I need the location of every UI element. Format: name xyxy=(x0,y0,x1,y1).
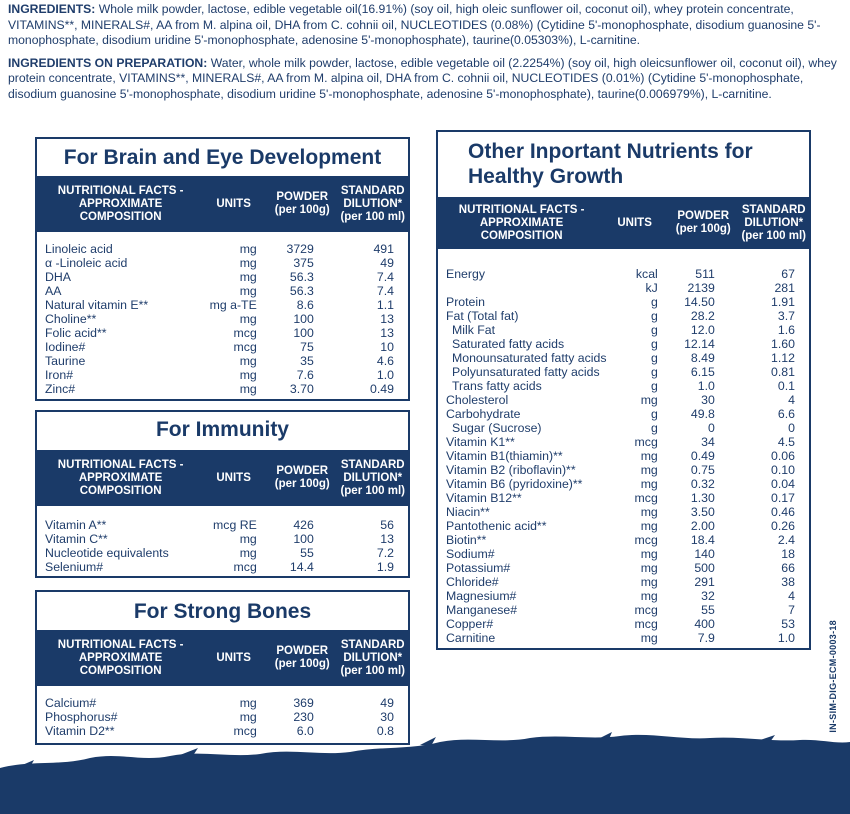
powder-value: 511 xyxy=(695,267,715,281)
nutrient-name: Iron# xyxy=(45,368,74,382)
brain-table-header xyxy=(37,176,408,232)
table-row xyxy=(446,323,799,337)
table-row xyxy=(45,270,398,284)
nutrient-name: Chloride# xyxy=(446,575,499,589)
nutrient-name: Carbohydrate xyxy=(446,407,521,421)
powder-value: 369 xyxy=(293,696,314,710)
table-row xyxy=(45,298,398,312)
ingredients-prep-text: Water, whole milk powder, lactose, edible vegetable oil (2.2254%) (soy oil, high oleicsunflower oil, coconut oil), whey protein concentrate, VITAMINS**, MINERALS#, AA from M. alpina oil, DHA from C. cohnii oil, NUCLEOTIDES (0.01%) (Cytidine 5'-monophosphate, disodium guanosine 5'-monophosphate, disodium uridine 5'-monophosphate, adenosine 5'-monophosphate), taurine(0.006979%), L-carnitine. xyxy=(8,55,837,101)
table-row xyxy=(446,617,799,631)
nutrient-name: Sugar (Sucrose) xyxy=(452,421,542,435)
table-row xyxy=(446,267,799,281)
nutrient-unit: g xyxy=(650,295,658,309)
header-dilution: STANDARD DILUTION* (per 100 ml) xyxy=(340,184,405,223)
dilution-value: 4.6 xyxy=(376,354,394,368)
nutrient-unit: g xyxy=(650,309,658,323)
nutrient-name: Vitamin B2 (riboflavin)** xyxy=(446,463,576,477)
brain-panel xyxy=(35,137,410,401)
header-dilution: STANDARD DILUTION* (per 100 ml) xyxy=(340,458,405,497)
table-row xyxy=(446,603,799,617)
nutrient-unit: mg xyxy=(640,477,658,491)
ingredients-text: Whole milk powder, lactose, edible vegetable oil(16.91%) (soy oil, high oleic sunflower oil, coconut oil), whey protein concentrate, VITAMINS**, MINERALS#, AA from M. alpina oil, DHA from C. cohnii oil, NUCLEOTIDES (0.08%) (Cytidine 5'-monophosphate, disodium guanosine 5'-monophosphate, disodium uridine 5'-monophosphate, adenosine 5'-monophosphate), taurine(0.05303%), L-carnitine. xyxy=(8,2,821,47)
nutrient-name: Natural vitamin E** xyxy=(45,298,149,312)
powder-value: 230 xyxy=(293,710,314,724)
powder-value: 49.8 xyxy=(690,407,715,421)
document-code: IN-SIM-DIG-ECM-0003-18 xyxy=(828,620,838,733)
header-units: UNITS xyxy=(617,216,652,229)
nutrient-unit: mcg xyxy=(634,491,658,505)
header-powder: POWDER (per 100g) xyxy=(274,645,330,670)
immunity-rows xyxy=(37,506,408,580)
dilution-value: 18 xyxy=(781,547,795,561)
immunity-title: For Immunity xyxy=(155,418,289,441)
powder-value: 0 xyxy=(708,421,715,435)
nutrient-unit: mg xyxy=(640,575,658,589)
nutrient-unit: g xyxy=(650,365,658,379)
table-row xyxy=(446,435,799,449)
powder-value: 56.3 xyxy=(289,270,314,284)
table-row xyxy=(446,589,799,603)
table-row xyxy=(45,696,398,710)
powder-value: 291 xyxy=(694,575,715,589)
dilution-value: 0.49 xyxy=(370,382,394,396)
nutrient-unit: mg xyxy=(239,532,257,546)
nutrient-unit: mg xyxy=(640,547,658,561)
powder-value: 56.3 xyxy=(289,284,314,298)
dilution-value: 49 xyxy=(380,696,394,710)
powder-value: 12.0 xyxy=(690,323,715,337)
nutrient-unit: g xyxy=(650,337,658,351)
brain-title: For Brain and Eye Development xyxy=(63,146,382,169)
table-row xyxy=(446,365,799,379)
nutrient-name: Phosphorus# xyxy=(45,710,118,724)
dilution-value: 66 xyxy=(781,561,795,575)
powder-value: 7.6 xyxy=(296,368,314,382)
nutrient-unit: mg xyxy=(239,242,257,256)
nutrient-name: Niacin** xyxy=(446,505,490,519)
ingredients-label: INGREDIENTS: xyxy=(8,2,96,16)
table-row xyxy=(446,477,799,491)
brush-stroke-footer xyxy=(0,728,850,814)
ingredients-prep-paragraph xyxy=(8,56,838,103)
table-row xyxy=(446,561,799,575)
nutrient-unit: mg xyxy=(239,546,257,560)
header-composition: NUTRITIONAL FACTS - APPROXIMATE COMPOSITION xyxy=(57,458,184,497)
nutrient-name: Iodine# xyxy=(45,340,86,354)
nutrient-unit: mg xyxy=(239,270,257,284)
dilution-value: 13 xyxy=(380,532,394,546)
table-row xyxy=(446,533,799,547)
nutrient-name: Linoleic acid xyxy=(45,242,113,256)
dilution-value: 0.8 xyxy=(376,724,394,738)
dilution-value: 2.4 xyxy=(777,533,795,547)
table-row xyxy=(45,326,398,340)
immunity-table-header xyxy=(37,450,408,506)
powder-value: 1.0 xyxy=(697,379,715,393)
header-powder: POWDER (per 100g) xyxy=(274,465,330,490)
nutrient-unit: mg xyxy=(640,631,658,645)
table-row xyxy=(45,518,398,532)
header-composition: NUTRITIONAL FACTS - APPROXIMATE COMPOSITION xyxy=(57,184,184,223)
nutrient-unit: mg xyxy=(640,519,658,533)
nutrient-unit: mcg xyxy=(634,617,658,631)
ingredients-prep-label: INGREDIENTS ON PREPARATION: xyxy=(8,55,208,70)
dilution-value: 4 xyxy=(788,589,795,603)
table-row xyxy=(446,379,799,393)
table-row xyxy=(446,631,799,645)
nutrient-name: Vitamin B6 (pyridoxine)** xyxy=(446,477,583,491)
table-row xyxy=(446,519,799,533)
bones-title: For Strong Bones xyxy=(133,600,312,623)
table-row xyxy=(45,312,398,326)
dilution-value: 281 xyxy=(774,281,795,295)
dilution-value: 7.4 xyxy=(376,270,394,284)
table-row xyxy=(446,351,799,365)
powder-value: 75 xyxy=(300,340,314,354)
nutrient-name: Cholesterol xyxy=(446,393,509,407)
dilution-value: 4 xyxy=(788,393,795,407)
other-panel xyxy=(436,130,811,650)
table-row xyxy=(446,463,799,477)
dilution-value: 0.10 xyxy=(771,463,795,477)
powder-value: 7.9 xyxy=(697,631,715,645)
table-row xyxy=(446,295,799,309)
powder-value: 8.6 xyxy=(296,298,314,312)
bones-panel xyxy=(35,590,410,745)
powder-value: 18.4 xyxy=(690,533,715,547)
dilution-value: 53 xyxy=(781,617,795,631)
table-row xyxy=(446,575,799,589)
nutrient-name: Folic acid** xyxy=(45,326,107,340)
dilution-value: 0.17 xyxy=(771,491,795,505)
dilution-value: 1.91 xyxy=(771,295,795,309)
header-dilution: STANDARD DILUTION* (per 100 ml) xyxy=(340,638,405,677)
table-row xyxy=(446,421,799,435)
nutrient-unit: mg xyxy=(640,463,658,477)
table-row xyxy=(446,281,799,295)
nutrient-name: Vitamin A** xyxy=(45,518,107,532)
table-row xyxy=(45,382,398,396)
bones-table-header xyxy=(37,630,408,686)
other-rows xyxy=(438,249,809,651)
dilution-value: 1.1 xyxy=(376,298,394,312)
header-powder: POWDER (per 100g) xyxy=(274,191,330,216)
header-units: UNITS xyxy=(216,197,251,210)
powder-value: 14.50 xyxy=(684,295,715,309)
nutrient-unit: mg xyxy=(239,368,257,382)
powder-value: 2139 xyxy=(687,281,715,295)
dilution-value: 1.12 xyxy=(771,351,795,365)
dilution-value: 4.5 xyxy=(777,435,795,449)
nutrient-name: Choline** xyxy=(45,312,97,326)
powder-value: 3.50 xyxy=(690,505,715,519)
dilution-value: 0.26 xyxy=(771,519,795,533)
powder-value: 35 xyxy=(300,354,314,368)
header-units: UNITS xyxy=(216,471,251,484)
table-row xyxy=(45,546,398,560)
nutrient-name: α -Linoleic acid xyxy=(45,256,128,270)
ingredients-paragraph xyxy=(8,2,838,49)
dilution-value: 38 xyxy=(781,575,795,589)
nutrient-unit: mcg xyxy=(233,340,257,354)
nutrient-unit: mg xyxy=(239,256,257,270)
table-row xyxy=(45,284,398,298)
powder-value: 6.0 xyxy=(296,724,314,738)
dilution-value: 13 xyxy=(380,326,394,340)
dilution-value: 491 xyxy=(373,242,394,256)
nutrient-name: Protein xyxy=(446,295,485,309)
nutrient-unit: mg xyxy=(640,589,658,603)
dilution-value: 7.4 xyxy=(376,284,394,298)
nutrient-name: Polyunsaturated fatty acids xyxy=(452,365,600,379)
nutrient-name: Pantothenic acid** xyxy=(446,519,547,533)
dilution-value: 7 xyxy=(788,603,795,617)
powder-value: 100 xyxy=(293,532,314,546)
dilution-value: 1.60 xyxy=(771,337,795,351)
nutrient-unit: mg xyxy=(640,561,658,575)
table-row xyxy=(45,532,398,546)
nutrient-name: Carnitine xyxy=(446,631,496,645)
nutrient-unit: mg xyxy=(239,284,257,298)
powder-value: 0.49 xyxy=(690,449,715,463)
dilution-value: 13 xyxy=(380,312,394,326)
nutrient-name: Potassium# xyxy=(446,561,511,575)
header-powder: POWDER (per 100g) xyxy=(675,210,731,235)
dilution-value: 6.6 xyxy=(777,407,795,421)
nutrient-name: Sodium# xyxy=(446,547,495,561)
nutrient-name: Nucleotide equivalents xyxy=(45,546,169,560)
powder-value: 400 xyxy=(694,617,715,631)
powder-value: 1.30 xyxy=(690,491,715,505)
nutrient-unit: mcg xyxy=(634,533,658,547)
dilution-value: 30 xyxy=(380,710,394,724)
nutrient-unit: mcg xyxy=(634,435,658,449)
table-row xyxy=(45,710,398,724)
powder-value: 0.32 xyxy=(690,477,715,491)
table-row xyxy=(45,340,398,354)
nutrient-unit: mg xyxy=(239,312,257,326)
nutrient-unit: mg xyxy=(239,710,257,724)
table-row xyxy=(446,547,799,561)
header-composition: NUTRITIONAL FACTS - APPROXIMATE COMPOSITION xyxy=(458,203,585,242)
dilution-value: 1.0 xyxy=(376,368,394,382)
nutrient-name: Trans fatty acids xyxy=(452,379,542,393)
nutrient-unit: mg xyxy=(239,696,257,710)
nutrient-name: Selenium# xyxy=(45,560,104,574)
nutrient-name: Vitamin D2** xyxy=(45,724,115,738)
other-title: Other Inportant Nutrients for Healthy Growth xyxy=(468,140,753,188)
ingredients-block xyxy=(8,2,838,109)
nutrient-unit: mg xyxy=(640,449,658,463)
powder-value: 426 xyxy=(293,518,314,532)
table-row xyxy=(45,560,398,574)
nutrient-unit: g xyxy=(650,351,658,365)
table-row xyxy=(446,309,799,323)
powder-value: 100 xyxy=(293,312,314,326)
dilution-value: 0.04 xyxy=(771,477,795,491)
dilution-value: 1.0 xyxy=(777,631,795,645)
table-row xyxy=(446,393,799,407)
table-row xyxy=(45,354,398,368)
powder-value: 8.49 xyxy=(690,351,715,365)
nutrient-name: AA xyxy=(45,284,62,298)
table-row xyxy=(446,491,799,505)
powder-value: 14.4 xyxy=(289,560,314,574)
powder-value: 32 xyxy=(701,589,715,603)
nutrient-unit: mg xyxy=(640,505,658,519)
nutrient-unit: g xyxy=(650,421,658,435)
powder-value: 28.2 xyxy=(690,309,715,323)
dilution-value: 1.6 xyxy=(777,323,795,337)
immunity-panel xyxy=(35,410,410,578)
table-row xyxy=(446,449,799,463)
nutrient-unit: g xyxy=(650,379,658,393)
powder-value: 30 xyxy=(701,393,715,407)
table-row xyxy=(446,337,799,351)
nutrient-name: Energy xyxy=(446,267,485,281)
nutrient-name: Saturated fatty acids xyxy=(452,337,565,351)
powder-value: 0.75 xyxy=(690,463,715,477)
table-row xyxy=(45,368,398,382)
powder-value: 6.15 xyxy=(690,365,715,379)
other-table-header xyxy=(438,197,809,249)
nutrient-unit: kJ xyxy=(645,281,658,295)
header-dilution: STANDARD DILUTION* (per 100 ml) xyxy=(741,203,806,242)
nutrient-name: Magnesium# xyxy=(446,589,517,603)
powder-value: 3.70 xyxy=(289,382,314,396)
nutrient-unit: mcg xyxy=(634,603,658,617)
nutrient-name: Copper# xyxy=(446,617,494,631)
dilution-value: 0.1 xyxy=(777,379,795,393)
powder-value: 34 xyxy=(701,435,715,449)
nutrient-name: Biotin** xyxy=(446,533,487,547)
nutrient-name: Vitamin C** xyxy=(45,532,108,546)
powder-value: 3729 xyxy=(286,242,314,256)
nutrient-unit: g xyxy=(650,323,658,337)
dilution-value: 49 xyxy=(380,256,394,270)
nutrient-name: DHA xyxy=(45,270,71,284)
nutrient-name xyxy=(446,281,601,295)
dilution-value: 7.2 xyxy=(376,546,394,560)
nutrient-unit: mcg xyxy=(233,560,257,574)
dilution-value: 1.9 xyxy=(376,560,394,574)
powder-value: 55 xyxy=(701,603,715,617)
table-row xyxy=(446,407,799,421)
nutrient-unit: mg xyxy=(640,393,658,407)
brain-rows xyxy=(37,232,408,402)
nutrient-unit: mcg xyxy=(233,326,257,340)
powder-value: 100 xyxy=(293,326,314,340)
nutrient-unit: mcg RE xyxy=(213,518,257,532)
nutrient-name: Monounsaturated fatty acids xyxy=(452,351,607,365)
dilution-value: 0.46 xyxy=(771,505,795,519)
dilution-value: 56 xyxy=(380,518,394,532)
nutrient-unit: mcg xyxy=(233,724,257,738)
nutrient-name: Manganese# xyxy=(446,603,518,617)
dilution-value: 0 xyxy=(788,421,795,435)
dilution-value: 0.06 xyxy=(771,449,795,463)
nutrient-unit: kcal xyxy=(635,267,658,281)
header-composition: NUTRITIONAL FACTS - APPROXIMATE COMPOSITION xyxy=(57,638,184,677)
dilution-value: 0.81 xyxy=(771,365,795,379)
powder-value: 55 xyxy=(300,546,314,560)
header-units: UNITS xyxy=(216,651,251,664)
table-row xyxy=(45,256,398,270)
powder-value: 2.00 xyxy=(690,519,715,533)
powder-value: 500 xyxy=(694,561,715,575)
nutrient-name: Zinc# xyxy=(45,382,76,396)
nutrient-name: Vitamin K1** xyxy=(446,435,515,449)
powder-value: 140 xyxy=(694,547,715,561)
nutrient-unit: mg a-TE xyxy=(209,298,257,312)
nutrient-name: Vitamin B12** xyxy=(446,491,522,505)
nutrient-name: Fat (Total fat) xyxy=(446,309,519,323)
nutrient-unit: mg xyxy=(239,354,257,368)
nutrient-name: Milk Fat xyxy=(452,323,496,337)
nutrient-name: Taurine xyxy=(45,354,86,368)
table-row xyxy=(45,242,398,256)
dilution-value: 3.7 xyxy=(777,309,795,323)
powder-value: 375 xyxy=(293,256,314,270)
table-row xyxy=(446,505,799,519)
dilution-value: 67 xyxy=(781,267,795,281)
nutrient-unit: g xyxy=(650,407,658,421)
dilution-value: 10 xyxy=(380,340,394,354)
nutrient-name: Vitamin B1(thiamin)** xyxy=(446,449,563,463)
nutrient-name: Calcium# xyxy=(45,696,97,710)
powder-value: 12.14 xyxy=(684,337,715,351)
nutrient-unit: mg xyxy=(239,382,257,396)
